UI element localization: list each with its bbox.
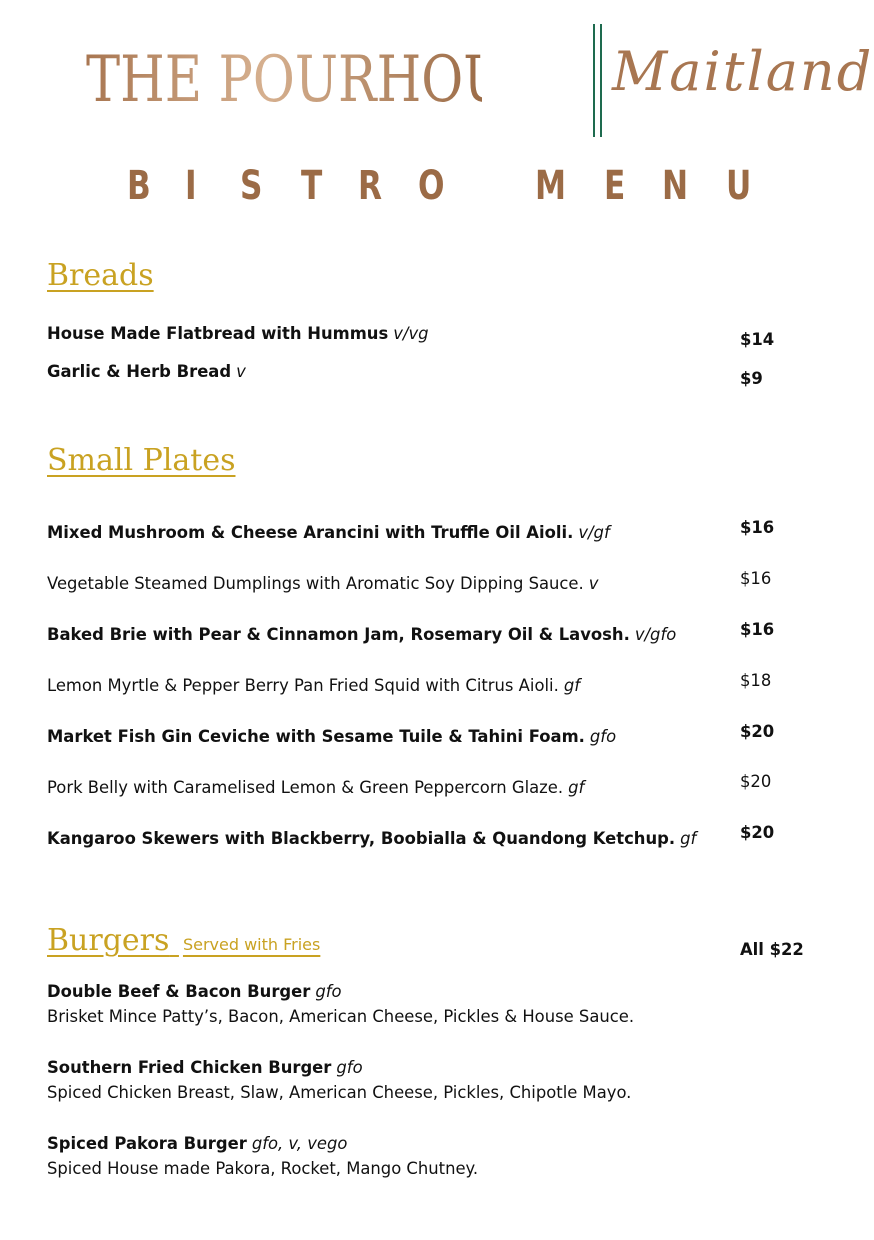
item-diet-tag: v/gf xyxy=(578,523,610,542)
item-price: $16 xyxy=(740,518,775,537)
item-diet-tag: v xyxy=(588,574,599,593)
menu-title-letter: U xyxy=(726,163,752,209)
menu-title-letter: S xyxy=(240,163,263,209)
menu-item xyxy=(47,828,696,850)
logo-bar-left xyxy=(593,24,595,137)
item-price: $16 xyxy=(740,569,772,588)
item-name: Kangaroo Skewers with Blackberry, Boobialla & Quandong Ketchup. xyxy=(47,829,676,848)
item-price: $16 xyxy=(740,620,775,639)
item-diet-tag: v xyxy=(236,362,246,381)
item-price: $14 xyxy=(740,330,775,349)
item-name: Southern Fried Chicken Burger xyxy=(47,1058,332,1077)
item-name: Spiced Pakora Burger xyxy=(47,1134,247,1153)
section-subheading: Served with Fries xyxy=(182,935,321,954)
burgers-price-note: All $22 xyxy=(740,940,804,959)
item-name: Baked Brie with Pear & Cinnamon Jam, Rosemary Oil & Lavosh. xyxy=(47,625,630,644)
menu-item xyxy=(47,777,584,799)
item-price: $9 xyxy=(740,369,763,388)
menu-title-letter: N xyxy=(662,163,689,209)
menu-title-letter: B xyxy=(127,163,151,209)
menu-title-letter: T xyxy=(301,163,323,209)
item-name: House Made Flatbread with Hummus xyxy=(47,324,389,343)
item-diet-tag: gfo xyxy=(315,982,342,1001)
item-name: Market Fish Gin Ceviche with Sesame Tuile & Tahini Foam. xyxy=(47,727,585,746)
section-heading-small-plates: Small Plates xyxy=(47,443,236,478)
item-diet-tag: gf xyxy=(680,829,697,848)
item-diet-tag: gfo, v, vego xyxy=(251,1134,348,1153)
logo-wordmark: THE POURHOUSE xyxy=(86,40,482,120)
burger-item xyxy=(47,1133,347,1155)
item-name: Vegetable Steamed Dumplings with Aromatic Soy Dipping Sauce. xyxy=(47,574,584,593)
logo-script-maitland: Maitland xyxy=(612,40,874,103)
item-name: Garlic & Herb Bread xyxy=(47,362,232,381)
item-name: Lemon Myrtle & Pepper Berry Pan Fried Squid with Citrus Aioli. xyxy=(47,676,559,695)
item-diet-tag: v/gfo xyxy=(634,625,677,644)
item-name: Double Beef & Bacon Burger xyxy=(47,982,311,1001)
burger-item xyxy=(47,981,342,1003)
menu-title-letter: O xyxy=(418,163,445,209)
menu-title xyxy=(0,160,874,220)
item-diet-tag: gfo xyxy=(336,1058,363,1077)
logo-bar-right xyxy=(600,24,602,137)
item-price: $20 xyxy=(740,772,772,791)
item-price: $18 xyxy=(740,671,772,690)
menu-title-letter: E xyxy=(604,163,626,209)
item-diet-tag: gfo xyxy=(589,727,617,746)
section-heading-breads: Breads xyxy=(47,258,154,293)
item-price: $20 xyxy=(740,823,775,842)
menu-item xyxy=(47,323,429,345)
burger-item xyxy=(47,1057,363,1079)
item-price: $20 xyxy=(740,722,775,741)
menu-item xyxy=(47,624,676,646)
logo-divider-bars xyxy=(591,24,605,137)
section-heading-burgers xyxy=(47,921,320,965)
menu-item xyxy=(47,675,580,697)
item-diet-tag: gf xyxy=(563,676,580,695)
item-description: Spiced House made Pakora, Rocket, Mango Chutney. xyxy=(47,1159,479,1178)
menu-title-letter: R xyxy=(358,163,383,209)
menu-title-letter: M xyxy=(535,163,567,209)
item-description: Brisket Mince Patty’s, Bacon, American Cheese, Pickles & House Sauce. xyxy=(47,1007,635,1026)
item-diet-tag: v/vg xyxy=(393,324,429,343)
menu-item xyxy=(47,522,610,544)
menu-title-letter: I xyxy=(185,163,197,209)
menu-item xyxy=(47,573,598,595)
menu-item xyxy=(47,726,616,748)
section-heading-burgers-title: Burgers xyxy=(47,923,170,958)
item-name: Mixed Mushroom & Cheese Arancini with Truffle Oil Aioli. xyxy=(47,523,574,542)
item-description: Spiced Chicken Breast, Slaw, American Cheese, Pickles, Chipotle Mayo. xyxy=(47,1083,632,1102)
item-name: Pork Belly with Caramelised Lemon & Green Peppercorn Glaze. xyxy=(47,778,564,797)
menu-item xyxy=(47,361,246,383)
item-diet-tag: gf xyxy=(568,778,585,797)
